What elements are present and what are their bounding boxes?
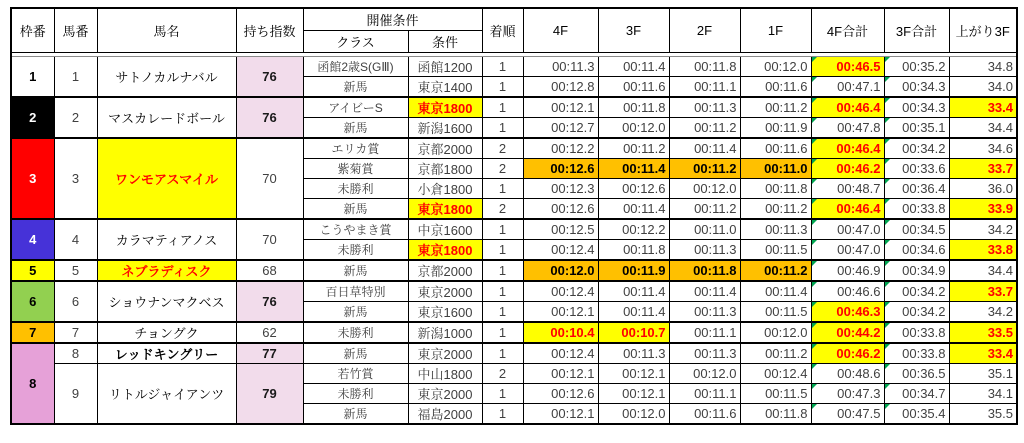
- total-4f-cell[interactable]: 00:48.7: [811, 178, 884, 198]
- sector-2f-cell[interactable]: 00:11.3: [669, 239, 740, 260]
- sector-3f-cell[interactable]: 00:12.6: [598, 178, 669, 198]
- agari-3f-cell[interactable]: 34.8: [949, 56, 1017, 76]
- horse-number-cell[interactable]: 7: [54, 322, 97, 343]
- waku-cell[interactable]: 8: [11, 343, 54, 424]
- header-class[interactable]: クラス: [303, 30, 408, 52]
- total-3f-cell[interactable]: 00:36.4: [884, 178, 949, 198]
- condition-cell[interactable]: 東京2000: [408, 343, 482, 364]
- sector-1f-cell[interactable]: 00:11.6: [740, 138, 811, 159]
- finish-cell[interactable]: 1: [482, 219, 523, 240]
- finish-cell[interactable]: 1: [482, 97, 523, 118]
- sector-3f-cell[interactable]: 00:11.8: [598, 97, 669, 118]
- total-3f-cell[interactable]: 00:33.6: [884, 158, 949, 178]
- header-uma[interactable]: 馬番: [54, 8, 97, 52]
- sector-4f-cell[interactable]: 00:12.1: [523, 363, 598, 383]
- agari-3f-cell[interactable]: 34.0: [949, 76, 1017, 97]
- agari-3f-cell[interactable]: 34.2: [949, 301, 1017, 322]
- header-3f-total[interactable]: 3F合計: [884, 8, 949, 52]
- race-row: [11, 56, 1017, 76]
- waku-cell[interactable]: 1: [11, 56, 54, 97]
- agari-3f-cell[interactable]: 35.5: [949, 403, 1017, 424]
- agari-3f-cell[interactable]: 34.4: [949, 117, 1017, 138]
- waku-cell[interactable]: 3: [11, 138, 54, 219]
- condition-cell[interactable]: 新潟1000: [408, 322, 482, 343]
- sector-4f-cell[interactable]: 00:12.1: [523, 301, 598, 322]
- sector-4f-cell[interactable]: 00:12.8: [523, 76, 598, 97]
- sector-2f-cell[interactable]: 00:11.2: [669, 198, 740, 219]
- horse-name-cell[interactable]: サトノカルナバル: [97, 56, 236, 97]
- race-row: [11, 363, 1017, 383]
- sector-3f-cell[interactable]: 00:11.4: [598, 281, 669, 302]
- sector-2f-cell[interactable]: 00:11.3: [669, 97, 740, 118]
- total-4f-cell[interactable]: 00:46.4: [811, 138, 884, 159]
- total-3f-cell[interactable]: 00:34.3: [884, 97, 949, 118]
- sector-1f-cell[interactable]: 00:11.2: [740, 260, 811, 281]
- waku-cell[interactable]: 7: [11, 322, 54, 343]
- sector-4f-cell[interactable]: 00:12.6: [523, 158, 598, 178]
- class-cell[interactable]: 新馬: [303, 403, 408, 424]
- horse-name-cell[interactable]: ワンモアスマイル: [97, 138, 236, 219]
- sector-4f-cell[interactable]: 00:10.4: [523, 322, 598, 343]
- sector-4f-cell[interactable]: 00:12.4: [523, 239, 598, 260]
- horse-number-cell[interactable]: 2: [54, 97, 97, 138]
- finish-cell[interactable]: 1: [482, 76, 523, 97]
- class-cell[interactable]: 百日草特別: [303, 281, 408, 302]
- sector-1f-cell[interactable]: 00:11.4: [740, 281, 811, 302]
- horse-number-cell[interactable]: 6: [54, 281, 97, 322]
- agari-3f-cell[interactable]: 34.2: [949, 219, 1017, 240]
- class-cell[interactable]: 新馬: [303, 260, 408, 281]
- agari-3f-cell[interactable]: 34.1: [949, 383, 1017, 403]
- finish-cell[interactable]: 2: [482, 198, 523, 219]
- waku-cell[interactable]: 5: [11, 260, 54, 281]
- agari-3f-cell[interactable]: 35.1: [949, 363, 1017, 383]
- agari-3f-cell[interactable]: 34.6: [949, 138, 1017, 159]
- horse-number-cell[interactable]: 1: [54, 56, 97, 97]
- total-3f-cell[interactable]: 00:34.5: [884, 219, 949, 240]
- sector-3f-cell[interactable]: 00:12.0: [598, 403, 669, 424]
- total-4f-cell[interactable]: 00:46.6: [811, 281, 884, 302]
- condition-cell[interactable]: 東京1400: [408, 76, 482, 97]
- waku-cell[interactable]: 2: [11, 97, 54, 138]
- sector-1f-cell[interactable]: 00:11.2: [740, 97, 811, 118]
- condition-cell[interactable]: 東京1800: [408, 239, 482, 260]
- sector-2f-cell[interactable]: 00:11.1: [669, 383, 740, 403]
- total-3f-cell[interactable]: 00:35.2: [884, 56, 949, 76]
- index-cell[interactable]: 79: [236, 363, 303, 424]
- sector-1f-cell[interactable]: 00:11.5: [740, 239, 811, 260]
- finish-cell[interactable]: 2: [482, 158, 523, 178]
- race-time-table: [10, 7, 1018, 425]
- index-cell[interactable]: 68: [236, 260, 303, 281]
- sector-2f-cell[interactable]: 00:11.6: [669, 403, 740, 424]
- total-4f-cell[interactable]: 00:47.5: [811, 403, 884, 424]
- horse-number-cell[interactable]: 3: [54, 138, 97, 219]
- total-3f-cell[interactable]: 00:35.1: [884, 117, 949, 138]
- race-row: [11, 97, 1017, 118]
- table-header: [11, 8, 1017, 52]
- sector-4f-cell[interactable]: 00:12.1: [523, 97, 598, 118]
- class-cell[interactable]: 若竹賞: [303, 363, 408, 383]
- sector-1f-cell[interactable]: 00:11.6: [740, 76, 811, 97]
- class-cell[interactable]: 紫菊賞: [303, 158, 408, 178]
- condition-cell[interactable]: 新潟1600: [408, 117, 482, 138]
- finish-cell[interactable]: 1: [482, 281, 523, 302]
- race-row: [11, 138, 1017, 159]
- agari-3f-cell[interactable]: 33.7: [949, 158, 1017, 178]
- sector-4f-cell[interactable]: 00:12.1: [523, 403, 598, 424]
- sector-2f-cell[interactable]: 00:11.3: [669, 343, 740, 364]
- finish-cell[interactable]: 1: [482, 178, 523, 198]
- horse-name-cell[interactable]: マスカレードボール: [97, 97, 236, 138]
- total-4f-cell[interactable]: 00:48.6: [811, 363, 884, 383]
- total-4f-cell[interactable]: 00:47.0: [811, 239, 884, 260]
- sector-1f-cell[interactable]: 00:11.8: [740, 403, 811, 424]
- header-condition[interactable]: 条件: [408, 30, 482, 52]
- condition-cell[interactable]: 東京1800: [408, 198, 482, 219]
- index-cell[interactable]: 70: [236, 138, 303, 219]
- header-4f[interactable]: 4F: [523, 8, 598, 52]
- header-2f[interactable]: 2F: [669, 8, 740, 52]
- table-body: [11, 52, 1017, 424]
- horse-number-cell[interactable]: 4: [54, 219, 97, 260]
- finish-cell[interactable]: 1: [482, 260, 523, 281]
- class-cell[interactable]: 未勝利: [303, 383, 408, 403]
- index-cell[interactable]: 70: [236, 219, 303, 260]
- waku-cell[interactable]: 4: [11, 219, 54, 260]
- class-cell[interactable]: 新馬: [303, 117, 408, 138]
- index-cell[interactable]: 76: [236, 97, 303, 138]
- total-4f-cell[interactable]: 00:46.4: [811, 97, 884, 118]
- sector-3f-cell[interactable]: 00:11.3: [598, 343, 669, 364]
- sector-3f-cell[interactable]: 00:11.6: [598, 76, 669, 97]
- total-4f-cell[interactable]: 00:47.8: [811, 117, 884, 138]
- total-4f-cell[interactable]: 00:46.3: [811, 301, 884, 322]
- sector-1f-cell[interactable]: 00:11.2: [740, 198, 811, 219]
- sector-1f-cell[interactable]: 00:12.4: [740, 363, 811, 383]
- total-3f-cell[interactable]: 00:36.5: [884, 363, 949, 383]
- horse-name-cell[interactable]: ショウナンマクベス: [97, 281, 236, 322]
- sector-3f-cell[interactable]: 00:12.1: [598, 363, 669, 383]
- class-cell[interactable]: アイビーS: [303, 97, 408, 118]
- horse-number-cell[interactable]: 5: [54, 260, 97, 281]
- sector-3f-cell[interactable]: 00:11.4: [598, 301, 669, 322]
- sector-4f-cell[interactable]: 00:12.4: [523, 343, 598, 364]
- condition-cell[interactable]: 東京1800: [408, 97, 482, 118]
- class-cell[interactable]: エリカ賞: [303, 138, 408, 159]
- sector-3f-cell[interactable]: 00:11.4: [598, 56, 669, 76]
- header-3f[interactable]: 3F: [598, 8, 669, 52]
- finish-cell[interactable]: 1: [482, 301, 523, 322]
- total-3f-cell[interactable]: 00:33.8: [884, 322, 949, 343]
- sector-1f-cell[interactable]: 00:11.0: [740, 158, 811, 178]
- horse-name-cell[interactable]: レッドキングリー: [97, 343, 236, 364]
- condition-cell[interactable]: 中山1800: [408, 363, 482, 383]
- agari-3f-cell[interactable]: 33.8: [949, 239, 1017, 260]
- finish-cell[interactable]: 1: [482, 322, 523, 343]
- class-cell[interactable]: こうやまき賞: [303, 219, 408, 240]
- index-cell[interactable]: 77: [236, 343, 303, 364]
- race-row: [11, 281, 1017, 302]
- total-3f-cell[interactable]: 00:34.9: [884, 260, 949, 281]
- condition-cell[interactable]: 京都1800: [408, 158, 482, 178]
- agari-3f-cell[interactable]: 33.4: [949, 97, 1017, 118]
- finish-cell[interactable]: 2: [482, 363, 523, 383]
- index-cell[interactable]: 76: [236, 281, 303, 322]
- sector-3f-cell[interactable]: 00:11.4: [598, 198, 669, 219]
- header-agari-3f[interactable]: 上がり3F: [949, 8, 1017, 52]
- header-finish[interactable]: 着順: [482, 8, 523, 52]
- finish-cell[interactable]: 2: [482, 138, 523, 159]
- header-kaisai-joken[interactable]: 開催条件: [303, 8, 482, 30]
- total-3f-cell[interactable]: 00:33.8: [884, 198, 949, 219]
- sector-3f-cell[interactable]: 00:11.8: [598, 239, 669, 260]
- sector-4f-cell[interactable]: 00:12.4: [523, 281, 598, 302]
- sector-1f-cell[interactable]: 00:11.9: [740, 117, 811, 138]
- total-4f-cell[interactable]: 00:44.2: [811, 322, 884, 343]
- sector-3f-cell[interactable]: 00:11.9: [598, 260, 669, 281]
- total-3f-cell[interactable]: 00:34.7: [884, 383, 949, 403]
- sector-1f-cell[interactable]: 00:11.2: [740, 343, 811, 364]
- condition-cell[interactable]: 京都2000: [408, 138, 482, 159]
- condition-cell[interactable]: 小倉1800: [408, 178, 482, 198]
- horse-number-cell[interactable]: 9: [54, 363, 97, 424]
- race-row: [11, 343, 1017, 364]
- finish-cell[interactable]: 1: [482, 56, 523, 76]
- class-cell[interactable]: 新馬: [303, 198, 408, 219]
- race-row: [11, 322, 1017, 343]
- condition-cell[interactable]: 東京2000: [408, 383, 482, 403]
- race-row: [11, 219, 1017, 240]
- horse-name-cell[interactable]: カラマティアノス: [97, 219, 236, 260]
- class-cell[interactable]: 未勝利: [303, 239, 408, 260]
- sector-2f-cell[interactable]: 00:11.1: [669, 76, 740, 97]
- sector-2f-cell[interactable]: 00:11.8: [669, 260, 740, 281]
- sector-2f-cell[interactable]: 00:11.8: [669, 56, 740, 76]
- condition-cell[interactable]: 東京1600: [408, 301, 482, 322]
- finish-cell[interactable]: 1: [482, 117, 523, 138]
- header-row-1: [11, 8, 1017, 30]
- condition-cell[interactable]: 中京1600: [408, 219, 482, 240]
- total-4f-cell[interactable]: 00:46.9: [811, 260, 884, 281]
- condition-cell[interactable]: 函館1200: [408, 56, 482, 76]
- sector-3f-cell[interactable]: 00:12.1: [598, 383, 669, 403]
- horse-number-cell[interactable]: 8: [54, 343, 97, 364]
- sector-4f-cell[interactable]: 00:12.0: [523, 260, 598, 281]
- index-cell[interactable]: 76: [236, 56, 303, 97]
- class-cell[interactable]: 未勝利: [303, 178, 408, 198]
- condition-cell[interactable]: 京都2000: [408, 260, 482, 281]
- sector-2f-cell[interactable]: 00:11.4: [669, 138, 740, 159]
- class-cell[interactable]: 新馬: [303, 301, 408, 322]
- total-3f-cell[interactable]: 00:35.4: [884, 403, 949, 424]
- sector-4f-cell[interactable]: 00:12.6: [523, 383, 598, 403]
- sector-2f-cell[interactable]: 00:11.2: [669, 117, 740, 138]
- sector-2f-cell[interactable]: 00:12.0: [669, 363, 740, 383]
- sector-2f-cell[interactable]: 00:11.3: [669, 301, 740, 322]
- waku-cell[interactable]: 6: [11, 281, 54, 322]
- total-3f-cell[interactable]: 00:34.2: [884, 301, 949, 322]
- agari-3f-cell[interactable]: 36.0: [949, 178, 1017, 198]
- total-3f-cell[interactable]: 00:34.6: [884, 239, 949, 260]
- race-row: [11, 260, 1017, 281]
- total-4f-cell[interactable]: 00:46.4: [811, 198, 884, 219]
- finish-cell[interactable]: 1: [482, 239, 523, 260]
- sector-3f-cell[interactable]: 00:12.2: [598, 219, 669, 240]
- horse-name-cell[interactable]: リトルジャイアンツ: [97, 363, 236, 424]
- sector-2f-cell[interactable]: 00:11.0: [669, 219, 740, 240]
- sector-1f-cell[interactable]: 00:12.0: [740, 56, 811, 76]
- class-cell[interactable]: 函館2歳S(GⅢ): [303, 56, 408, 76]
- horse-name-cell[interactable]: チョングク: [97, 322, 236, 343]
- class-cell[interactable]: 未勝利: [303, 322, 408, 343]
- total-3f-cell[interactable]: 00:33.8: [884, 343, 949, 364]
- sector-4f-cell[interactable]: 00:12.5: [523, 219, 598, 240]
- sector-3f-cell[interactable]: 00:11.2: [598, 138, 669, 159]
- agari-3f-cell[interactable]: 33.5: [949, 322, 1017, 343]
- sector-4f-cell[interactable]: 00:11.3: [523, 56, 598, 76]
- header-horse-name[interactable]: 馬名: [97, 8, 236, 52]
- sector-3f-cell[interactable]: 00:10.7: [598, 322, 669, 343]
- total-4f-cell[interactable]: 00:46.5: [811, 56, 884, 76]
- sector-2f-cell[interactable]: 00:11.1: [669, 322, 740, 343]
- header-4f-total[interactable]: 4F合計: [811, 8, 884, 52]
- sector-1f-cell[interactable]: 00:12.0: [740, 322, 811, 343]
- sector-4f-cell[interactable]: 00:12.7: [523, 117, 598, 138]
- sector-1f-cell[interactable]: 00:11.5: [740, 383, 811, 403]
- agari-3f-cell[interactable]: 33.4: [949, 343, 1017, 364]
- sector-3f-cell[interactable]: 00:12.0: [598, 117, 669, 138]
- sector-2f-cell[interactable]: 00:11.4: [669, 281, 740, 302]
- agari-3f-cell[interactable]: 33.9: [949, 198, 1017, 219]
- header-waku[interactable]: 枠番: [11, 8, 54, 52]
- total-4f-cell[interactable]: 00:47.3: [811, 383, 884, 403]
- finish-cell[interactable]: 1: [482, 403, 523, 424]
- condition-cell[interactable]: 東京2000: [408, 281, 482, 302]
- sector-1f-cell[interactable]: 00:11.8: [740, 178, 811, 198]
- class-cell[interactable]: 新馬: [303, 76, 408, 97]
- sector-2f-cell[interactable]: 00:12.0: [669, 178, 740, 198]
- finish-cell[interactable]: 1: [482, 343, 523, 364]
- class-cell[interactable]: 新馬: [303, 343, 408, 364]
- total-3f-cell[interactable]: 00:34.2: [884, 138, 949, 159]
- sector-1f-cell[interactable]: 00:11.5: [740, 301, 811, 322]
- agari-3f-cell[interactable]: 34.4: [949, 260, 1017, 281]
- sector-1f-cell[interactable]: 00:11.3: [740, 219, 811, 240]
- total-4f-cell[interactable]: 00:46.2: [811, 158, 884, 178]
- sector-4f-cell[interactable]: 00:12.6: [523, 198, 598, 219]
- sector-2f-cell[interactable]: 00:11.2: [669, 158, 740, 178]
- agari-3f-cell[interactable]: 33.7: [949, 281, 1017, 302]
- header-1f[interactable]: 1F: [740, 8, 811, 52]
- total-3f-cell[interactable]: 00:34.2: [884, 281, 949, 302]
- sector-4f-cell[interactable]: 00:12.3: [523, 178, 598, 198]
- horse-name-cell[interactable]: ネブラディスク: [97, 260, 236, 281]
- header-index[interactable]: 持ち指数: [236, 8, 303, 52]
- index-cell[interactable]: 62: [236, 322, 303, 343]
- condition-cell[interactable]: 福島2000: [408, 403, 482, 424]
- total-3f-cell[interactable]: 00:34.3: [884, 76, 949, 97]
- finish-cell[interactable]: 1: [482, 383, 523, 403]
- sector-4f-cell[interactable]: 00:12.2: [523, 138, 598, 159]
- total-4f-cell[interactable]: 00:47.0: [811, 219, 884, 240]
- total-4f-cell[interactable]: 00:46.2: [811, 343, 884, 364]
- total-4f-cell[interactable]: 00:47.1: [811, 76, 884, 97]
- sector-3f-cell[interactable]: 00:11.4: [598, 158, 669, 178]
